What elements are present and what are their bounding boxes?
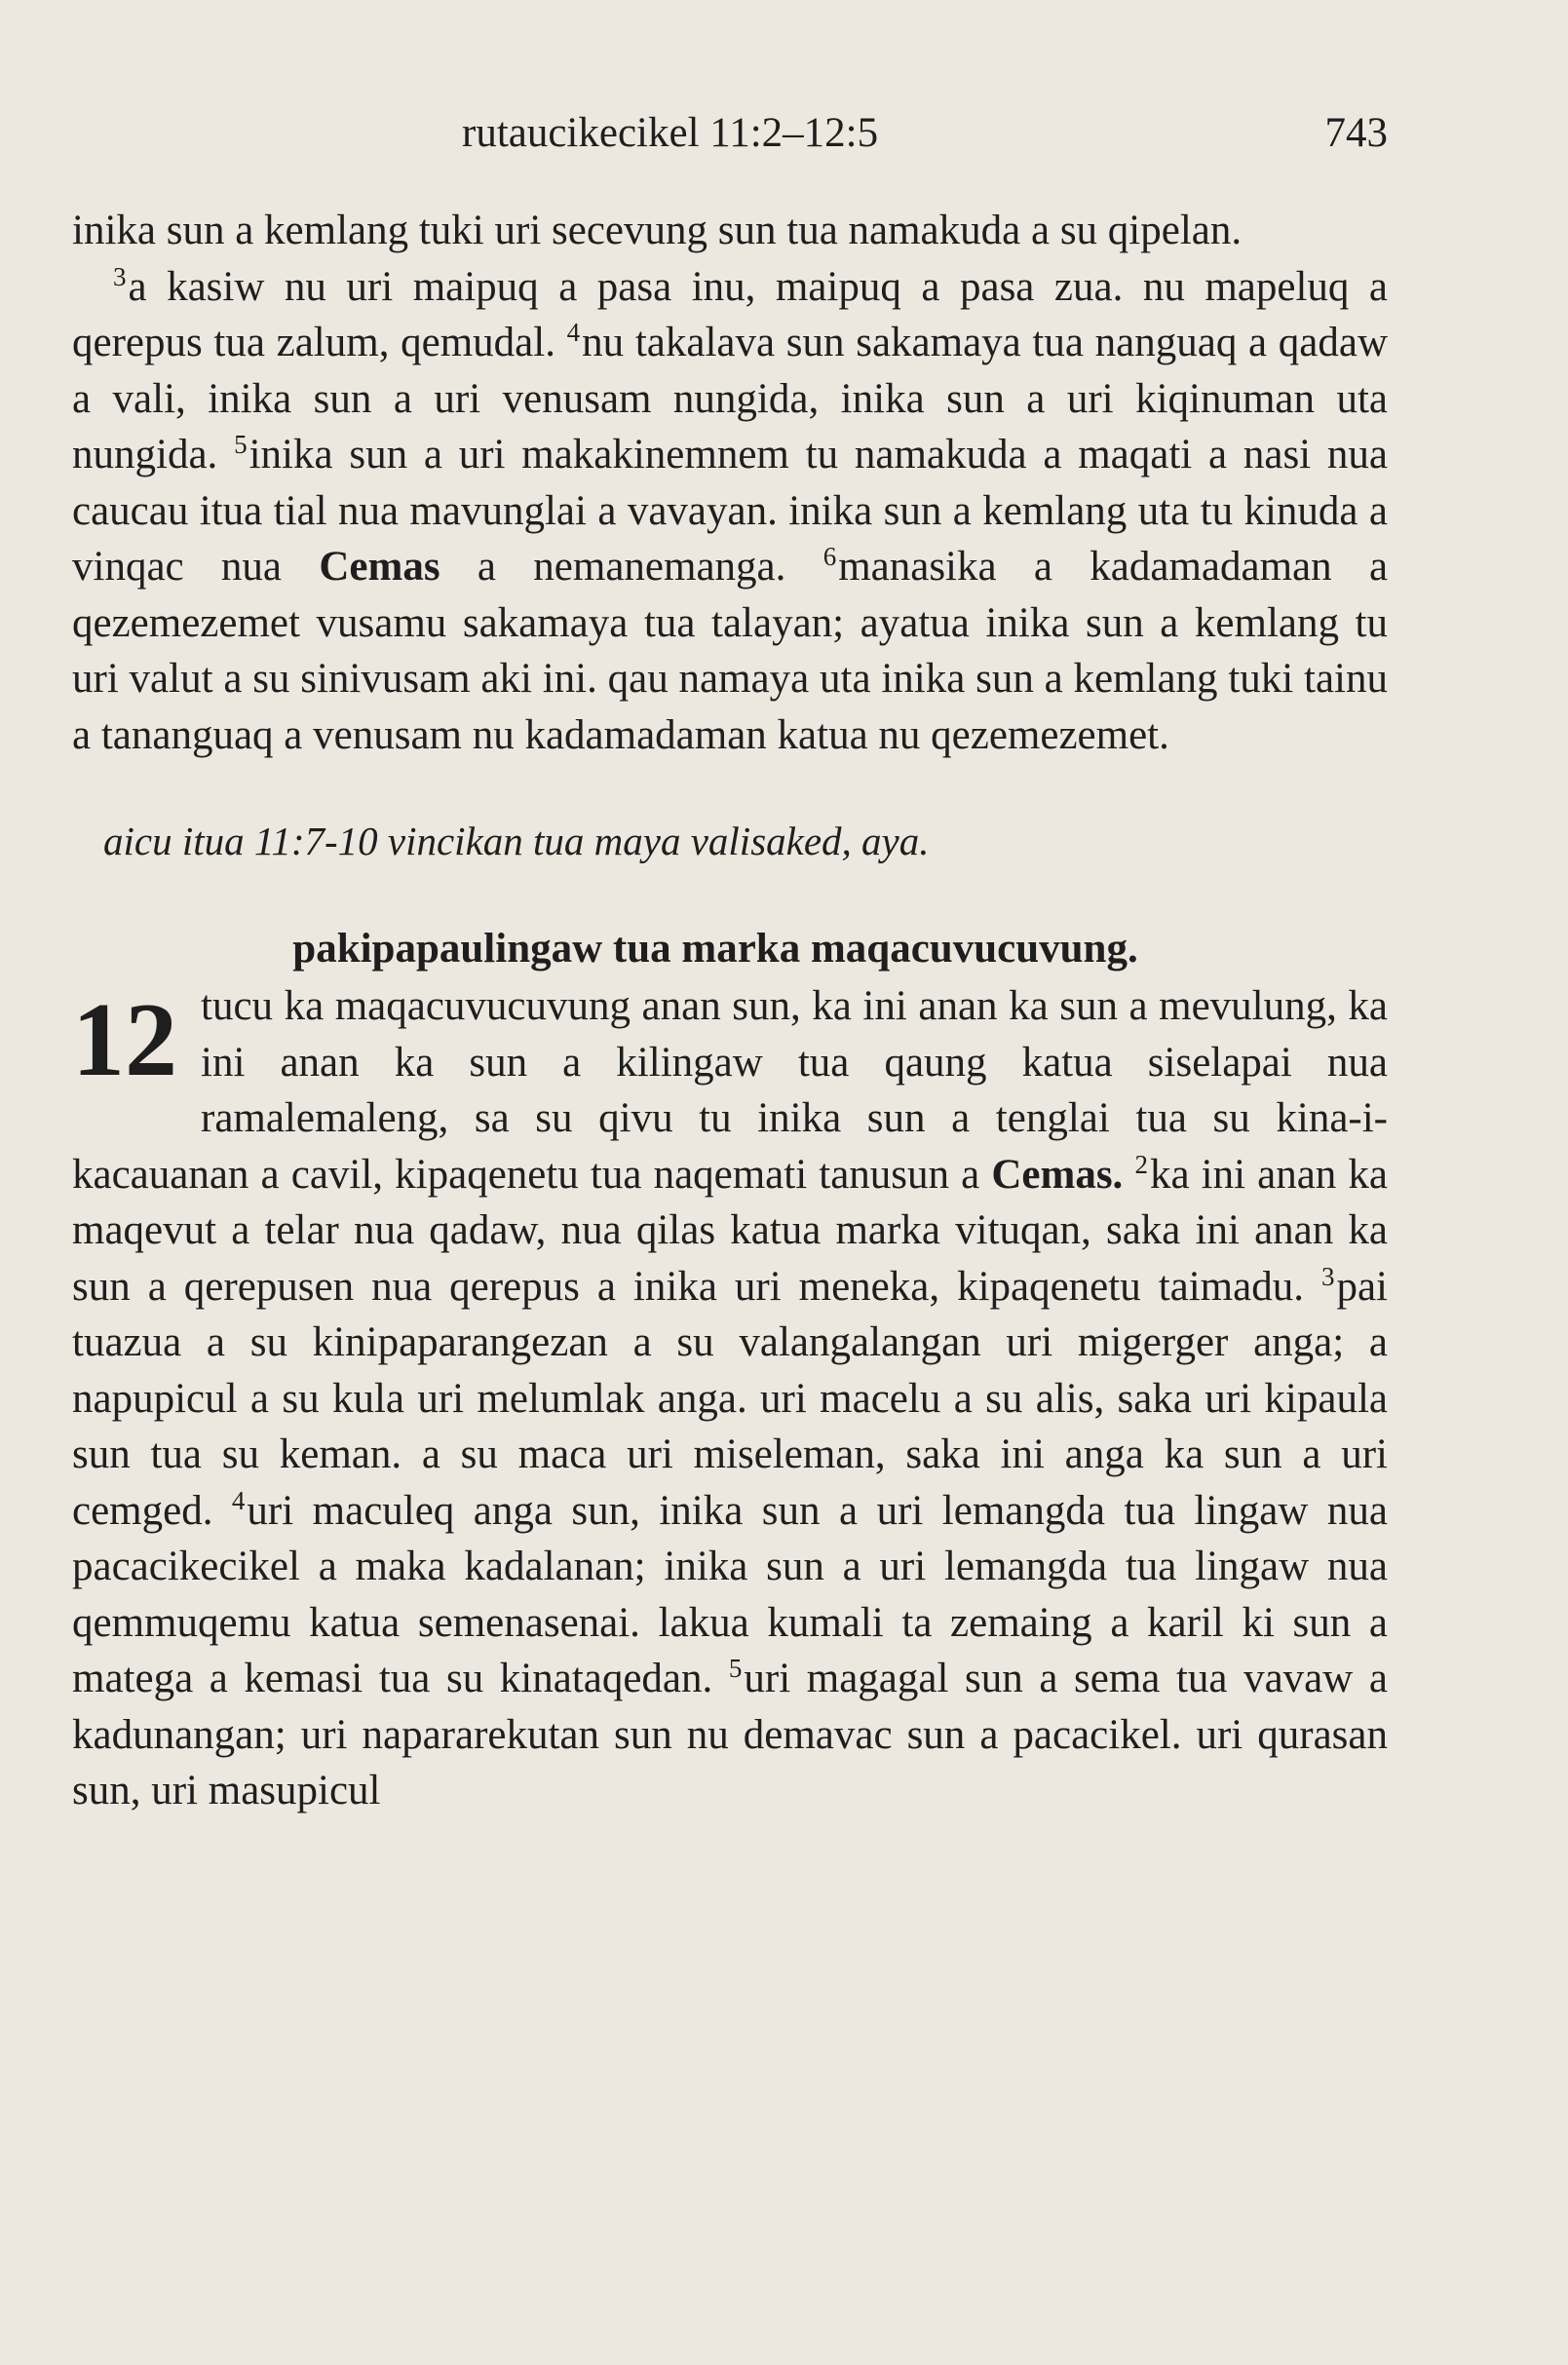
paragraph-chapter-12 — [72, 978, 1388, 1819]
verse-number: 3 — [1320, 1261, 1335, 1291]
verse-number: 4 — [231, 1485, 246, 1515]
verse-text: inika sun a kemlang tuki uri secevung sun tua namakuda a su qipelan. — [72, 208, 1243, 253]
verse-text: tucu ka maqacuvucuvung anan sun, ka ini anan ka sun a mevulung, ka ini anan ka sun a kilingaw tua qaung katua siselapai nua ramalemaleng, sa su qivu tu inika sun a tenglai tua su kina-i-kacauanan a cavil, kipaqenetu tua naqemati tanusun a — [72, 983, 1388, 1198]
verse-text: inika sun a uri makakinemnem tu namakuda a maqati a nasi nua caucau itua tial nua mavunglai a vavayan. inika sun a kemlang uta tu kinuda a vinqac nua — [72, 432, 1388, 590]
verse-text: manasika a kadamadaman a qezemezemet vusamu sakamaya tua talayan; ayatua inika sun a kemlang tu uri valut a su sinivusam aki ini. qau namaya uta inika sun a kemlang tuki tainu a tananguaq a venusam nu kadamadaman katua nu qezemezemet. — [72, 544, 1389, 758]
section-heading: pakipapaulingaw tua marka maqacuvucuvung. — [292, 925, 1138, 972]
page-number: 743 — [1324, 110, 1388, 156]
verse-number: 5 — [234, 430, 248, 459]
verse-text: ka ini anan ka maqevut a telar nua qadaw, nua qilas katua marka vituqan, saka ini anan ka sun a qerepusen nua qerepus a inika uri meneka, kipaqenetu taimadu. — [72, 1151, 1389, 1310]
verse-text: pai tuazua a su kinipaparangezan a su valangalangan uri migerger anga; a napupicul a su kula uri melumlak anga. uri macelu a su alis, saka uri kipaula sun tua su keman. a su maca uri miseleman, saka ini anga ka sun a uri cemged. — [72, 1263, 1388, 1534]
verse-text: uri magagal sun a sema tua vavaw a kadunangan; uri napararekutan sun nu demavac sun a pacacikel. uri qurasan sun, uri masupicul — [72, 1656, 1389, 1813]
divine-name: Cemas — [319, 544, 440, 590]
verse-text: a kasiw nu uri maipuq a pasa inu, maipuq a pasa zua. nu mapeluq a qerepus tua zalum, qemudal. — [72, 263, 1388, 365]
cross-reference-note: aicu itua 11:7-10 vincikan tua maya valisaked, aya. — [103, 819, 930, 863]
verse-text: nu takalava sun sakamaya tua nanguaq a qadaw a vali, inika sun a uri venusam nungida, inika sun a uri kiqinuman uta nungida. — [72, 320, 1389, 477]
paragraph-continuation — [72, 203, 1388, 259]
verse-number: 2 — [1134, 1149, 1148, 1179]
verse-number: 4 — [566, 318, 581, 347]
verse-number: 6 — [822, 542, 837, 571]
running-head: rutaucikecikel 11:2–12:5 — [462, 110, 879, 156]
divine-name: Cemas. — [991, 1151, 1124, 1198]
chapter-number: 12 — [72, 982, 177, 1098]
verse-text: a nemanemanga. — [477, 544, 786, 590]
page-body — [72, 203, 1388, 1819]
verse-number: 5 — [728, 1654, 743, 1683]
verse-number: 3 — [113, 261, 127, 291]
verse-text: uri maculeq anga sun, inika sun a uri lemangda tua lingaw nua pacacikecikel a maka kadalanan; inika sun a uri lemangda tua lingaw nua qemmuqemu katua semenasenai. lakua kumali ta zemaing a karil ki sun a matega a kemasi tua su kinataqedan. — [72, 1487, 1388, 1701]
paragraph-verses-3-6 — [72, 259, 1388, 764]
page-header — [72, 109, 1388, 168]
